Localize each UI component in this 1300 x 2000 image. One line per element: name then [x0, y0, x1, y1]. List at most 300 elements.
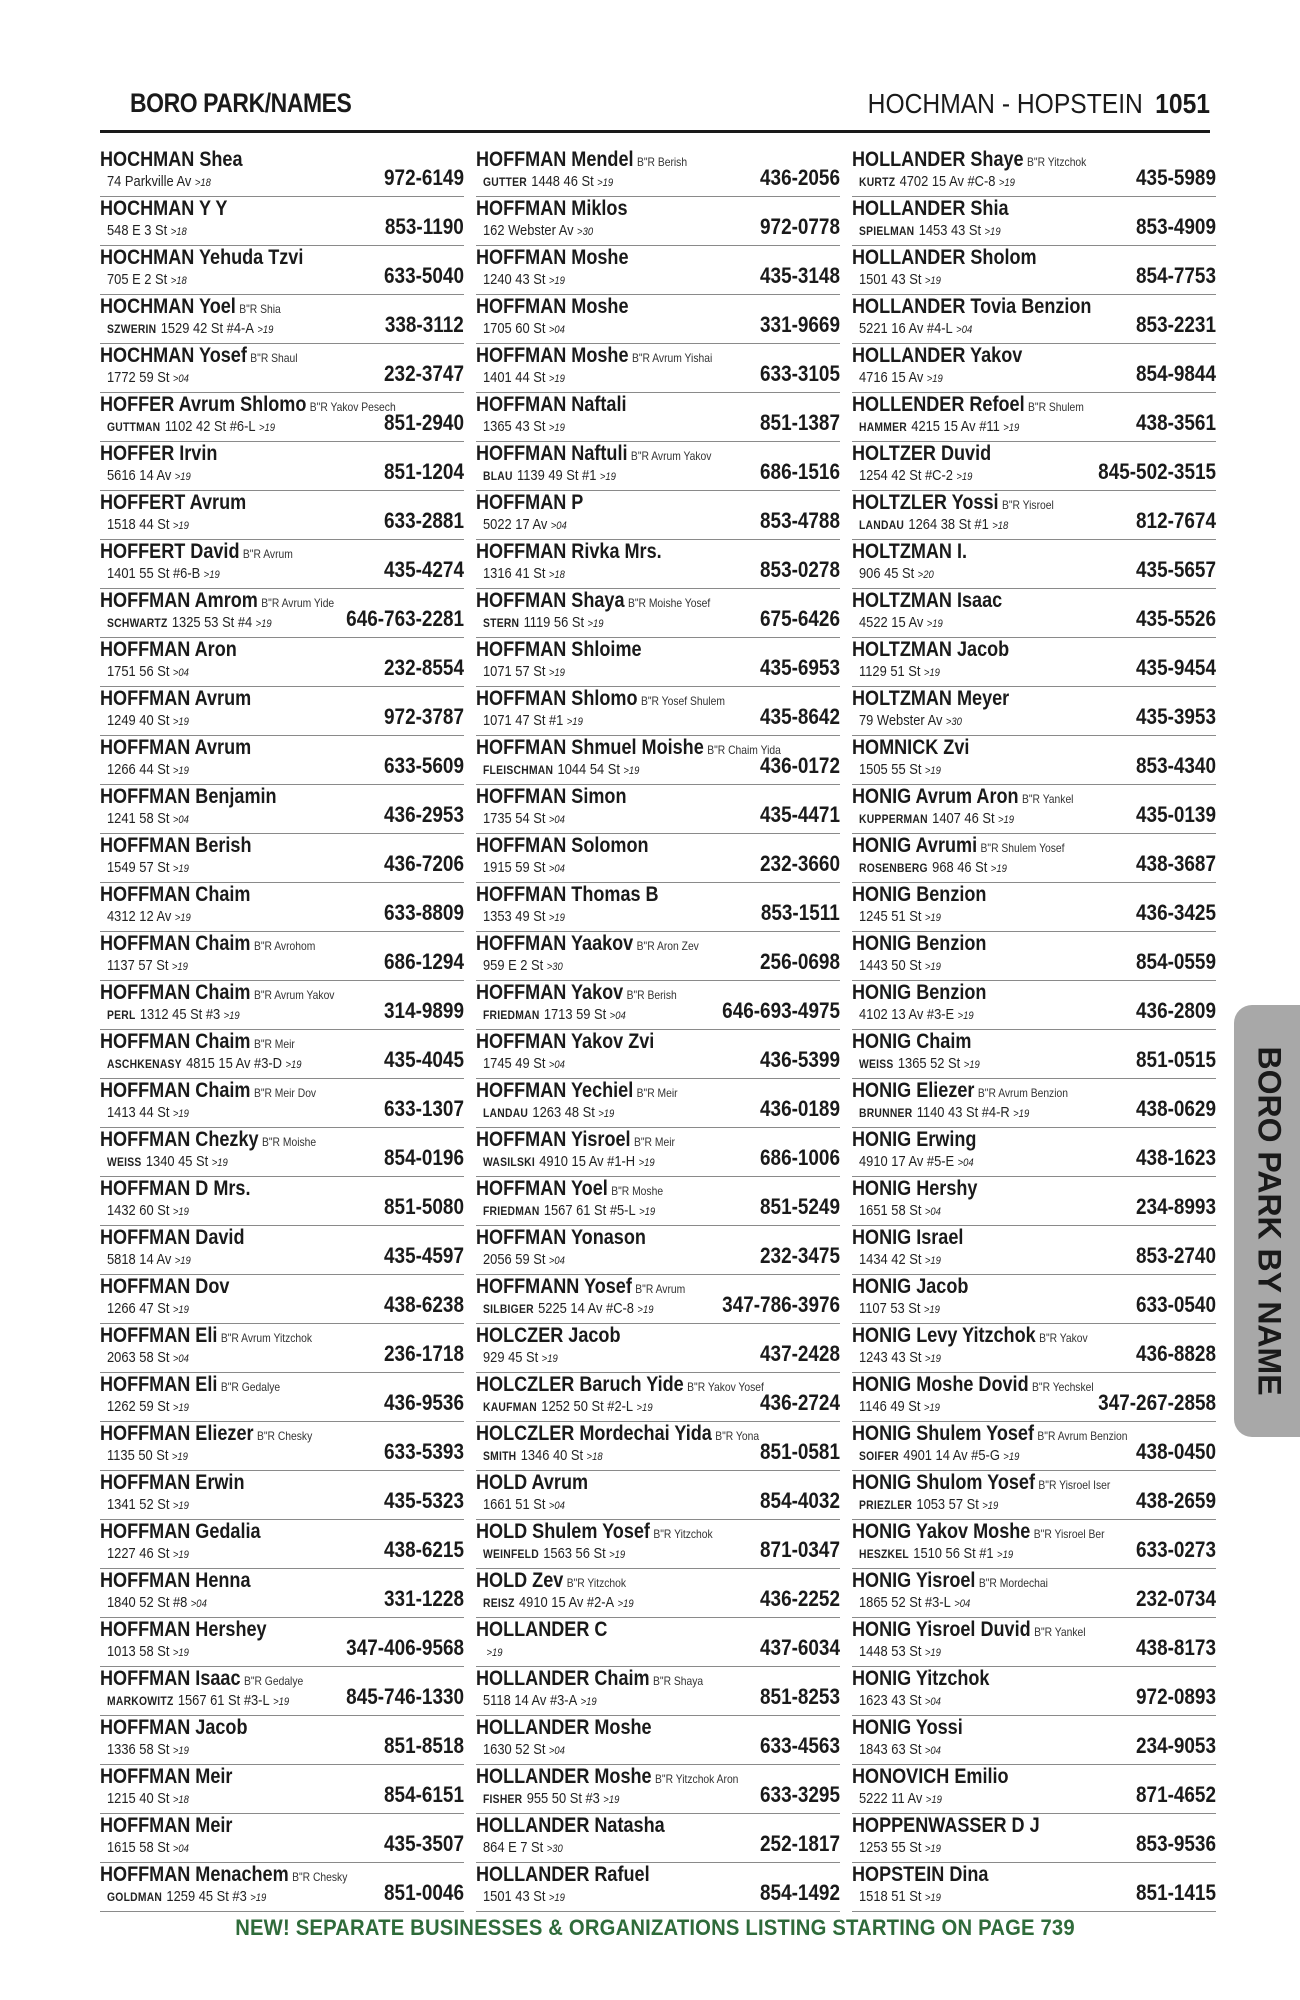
listing-name-line: [852, 981, 986, 1005]
listing-column-2: [476, 148, 840, 1912]
listing-phone: 845-502-3515: [1098, 459, 1216, 484]
listing-name-line: [852, 295, 1091, 319]
listing-entry: [476, 1422, 840, 1471]
listing-zip: >19: [171, 961, 188, 973]
listing-name: HOCHMAN Yehuda Tzvi: [100, 246, 304, 269]
listing-name: HOFFER Irvin: [100, 442, 218, 465]
listing-name-line: [852, 246, 1037, 270]
listing-phone: 314-9899: [384, 998, 464, 1023]
listing-parent-name: B"R Chesky: [292, 1870, 348, 1884]
listing-phone: 435-5526: [1136, 606, 1216, 631]
listing-address-line: [859, 1153, 974, 1170]
listing-name-line: [476, 1520, 713, 1544]
listing-zip: >19: [609, 1549, 626, 1561]
listing-entry: [476, 1520, 840, 1569]
listing-name: HOFFMAN Moshe: [476, 295, 629, 318]
listing-spouse-maiden: HESZKEL: [859, 1547, 909, 1561]
listing-address-line: [859, 1594, 970, 1611]
listing-zip: >19: [997, 814, 1015, 826]
listing-entry: [476, 736, 840, 785]
listing-phone: 853-0278: [760, 557, 840, 582]
listing-address: 1253 55 St: [859, 1839, 922, 1856]
listing-spouse-maiden: BLAU: [483, 469, 513, 483]
listing-entry: [852, 1079, 1216, 1128]
listing-address-line: [483, 320, 565, 337]
listing-address: 1751 56 St: [107, 663, 170, 680]
listing-name-line: [852, 638, 1009, 662]
listing-address: 955 50 St #3: [526, 1790, 600, 1807]
listing-zip: >19: [255, 618, 272, 630]
listing-name: HONIG Erwing: [852, 1128, 977, 1151]
listing-phone: 686-1516: [760, 459, 840, 484]
listing-entry: [476, 1373, 840, 1422]
listing-name-line: [476, 1569, 626, 1593]
listing-entry: [476, 589, 840, 638]
listing-zip: >20: [917, 569, 934, 581]
listing-entry: [476, 1030, 840, 1079]
listing-name-line: [100, 491, 246, 515]
listing-address-line: [859, 1790, 942, 1807]
listing-address-line: [107, 1153, 228, 1170]
listing-zip: >30: [546, 961, 563, 973]
listing-address-line: [483, 1006, 626, 1023]
listing-address: 1448 53 St: [859, 1643, 922, 1660]
listing-name-line: [100, 1128, 316, 1152]
listing-name-line: [476, 1128, 675, 1152]
listing-name-line: [476, 932, 699, 956]
listing-address-line: [859, 1839, 941, 1856]
listing-phone: 853-2231: [1136, 312, 1216, 337]
listing-phone: 853-1511: [761, 900, 840, 925]
listing-phone: 435-5657: [1136, 557, 1216, 582]
listing-name: HOFFMAN Isaac: [100, 1667, 241, 1690]
listing-address-line: [107, 1496, 189, 1513]
listing-zip: >19: [172, 863, 189, 875]
listing-address-line: [483, 908, 565, 925]
listing-entry: [852, 785, 1216, 834]
listing-phone: 436-2953: [384, 802, 464, 827]
listing-entry: [100, 1422, 464, 1471]
listing-phone: 331-9669: [760, 312, 840, 337]
listing-address-line: [483, 1839, 563, 1856]
listing-address: 2063 58 St: [107, 1349, 170, 1366]
listing-zip: >19: [172, 1647, 189, 1659]
listing-entry: [476, 1667, 840, 1716]
listing-entry: [100, 491, 464, 540]
listing-name-line: [852, 1569, 1048, 1593]
listing-address-line: [859, 663, 940, 680]
listing-address-line: [859, 1545, 1013, 1562]
listing-address: 1365 43 St: [483, 418, 546, 435]
listing-phone: 972-0778: [760, 214, 840, 239]
listing-phone: 633-5040: [384, 263, 464, 288]
listing-zip: >19: [603, 1794, 620, 1806]
listing-phone: 854-7753: [1136, 263, 1216, 288]
listing-address-line: [483, 271, 565, 288]
listing-name-line: [100, 246, 303, 270]
listing-phone: 234-9053: [1136, 1733, 1216, 1758]
listing-spouse-maiden: MARKOWITZ: [107, 1694, 174, 1708]
listing-name-line: [100, 1520, 261, 1544]
listing-name-line: [100, 1716, 248, 1740]
listing-zip: >19: [548, 1892, 565, 1904]
listing-name-line: [476, 1373, 764, 1397]
listing-address: 4815 15 Av #3-D: [186, 1055, 283, 1072]
listing-entry: [476, 197, 840, 246]
listing-phone: 854-0196: [384, 1145, 464, 1170]
listing-zip: >19: [926, 618, 943, 630]
listing-spouse-maiden: SCHWARTZ: [107, 616, 168, 630]
listing-name: HOCHMAN Shea: [100, 148, 243, 171]
listing-name-line: [476, 981, 677, 1005]
listing-name: HONIG Yakov Moshe: [852, 1520, 1031, 1543]
listing-entry: [100, 1275, 464, 1324]
listing-address: 1249 40 St: [107, 712, 170, 729]
listing-address-line: [483, 957, 563, 974]
listing-phone: 853-4340: [1136, 753, 1216, 778]
listing-address-line: [483, 1545, 625, 1562]
listing-address: 1630 52 St: [483, 1741, 546, 1758]
listing-name-line: [852, 1226, 963, 1250]
listing-address: 1266 44 St: [107, 761, 170, 778]
listing-name-line: [100, 883, 251, 907]
listing-zip: >18: [194, 177, 211, 189]
listing-entry: [852, 1324, 1216, 1373]
listing-address: 1623 43 St: [859, 1692, 922, 1709]
listing-address-line: [483, 1055, 565, 1072]
listing-zip: >19: [997, 1549, 1014, 1561]
listing-phone: 435-4471: [760, 802, 840, 827]
listing-spouse-maiden: FRIEDMAN: [483, 1008, 540, 1022]
listing-zip: >19: [172, 1500, 189, 1512]
listing-zip: >19: [617, 1598, 634, 1610]
listing-phone: 851-8518: [384, 1733, 464, 1758]
listing-name: HOFFMAN Eliezer: [100, 1422, 254, 1445]
listing-zip: >04: [924, 1745, 941, 1757]
listing-zip: >18: [172, 1794, 189, 1806]
listing-spouse-maiden: SMITH: [483, 1449, 517, 1463]
listing-spouse-maiden: GUTTMAN: [107, 420, 161, 434]
listing-name: HOFFMAN Mendel: [476, 148, 634, 171]
listing-parent-name: B"R Avrum Yakov: [253, 988, 335, 1002]
listing-name: HONIG Chaim: [852, 1030, 972, 1053]
listing-name-line: [476, 883, 659, 907]
listing-entry: [476, 883, 840, 932]
listing-zip: >19: [984, 226, 1001, 238]
listing-address: 906 45 St: [859, 565, 915, 582]
listing-address: 1772 59 St: [107, 369, 170, 386]
listing-name: HOFFMAN Moshe: [476, 246, 629, 269]
listing-zip: >19: [925, 1794, 942, 1806]
listing-name-line: [100, 1814, 232, 1838]
listing-phone: 853-2740: [1136, 1243, 1216, 1268]
listing-name: HOLLANDER Tovia Benzion: [852, 295, 1092, 318]
listing-name-line: [852, 442, 991, 466]
listing-zip: >19: [923, 1304, 940, 1316]
listing-address: 1713 59 St: [543, 1006, 607, 1023]
listing-name-line: [476, 1422, 759, 1446]
listing-address-line: [483, 1741, 565, 1758]
listing-name-line: [852, 393, 1084, 417]
listing-name-line: [100, 932, 315, 956]
listing-entry: [100, 442, 464, 491]
listing-phone: 812-7674: [1136, 508, 1216, 533]
listing-name: HOFFMAN Meir: [100, 1814, 233, 1837]
listing-parent-name: B"R Yitzchok: [653, 1527, 713, 1541]
listing-entry: [852, 883, 1216, 932]
listing-entry: [476, 295, 840, 344]
listing-name-line: [852, 1520, 1105, 1544]
listing-name-line: [100, 1618, 267, 1642]
listing-name: HONIG Benzion: [852, 981, 987, 1004]
listing-address-line: [859, 1888, 941, 1905]
listing-entry: [100, 1177, 464, 1226]
listing-parent-name: B"R Yitzchok: [566, 1576, 627, 1590]
listing-address: 162 Webster Av: [483, 222, 574, 239]
listing-zip: >19: [957, 1010, 974, 1022]
listing-address-line: [859, 418, 1019, 435]
listing-name: HOLLANDER Shaye: [852, 148, 1024, 171]
listing-address-line: [107, 565, 220, 582]
listing-address: 1137 57 St: [107, 957, 169, 974]
listing-name: HOLD Avrum: [476, 1471, 589, 1494]
listing-name: HOLD Shulem Yosef: [476, 1520, 650, 1543]
listing-zip: >04: [172, 1843, 189, 1855]
listing-address-line: [483, 663, 565, 680]
listing-name-line: [476, 638, 642, 662]
listing-phone: 633-3295: [760, 1782, 840, 1807]
listing-phone: 851-0515: [1136, 1047, 1216, 1072]
listing-zip: >19: [580, 1696, 597, 1708]
listing-entry: [100, 246, 464, 295]
listing-zip: >04: [548, 863, 565, 875]
listing-address: 1263 48 St: [532, 1104, 595, 1121]
listing-address: 1346 40 St: [520, 1447, 584, 1464]
listing-name: HOFFMAN Amrom: [100, 589, 258, 612]
listing-zip: >04: [548, 1255, 565, 1267]
listing-entry: [852, 1128, 1216, 1177]
listing-phone: 854-4032: [760, 1488, 840, 1513]
listing-name: HOFFMAN Shaya: [476, 589, 625, 612]
listing-address-line: [107, 1594, 207, 1611]
listing-zip: >19: [924, 961, 941, 973]
listing-zip: >19: [172, 1108, 189, 1120]
listing-name-line: [852, 1128, 976, 1152]
listing-entry: [852, 1814, 1216, 1863]
listing-name: HOLCZLER Mordechai Yida: [476, 1422, 712, 1445]
listing-name-line: [476, 1079, 678, 1103]
listing-name-line: [852, 1814, 1040, 1838]
listing-zip: >19: [273, 1696, 290, 1708]
listing-spouse-maiden: BRUNNER: [859, 1106, 913, 1120]
listing-zip: >19: [172, 1402, 189, 1414]
listing-name: HOFFMAN Shmuel Moishe: [476, 736, 704, 759]
listing-address-line: [483, 565, 565, 582]
listing-phone: 232-0734: [1136, 1586, 1216, 1611]
listing-address-line: [107, 1545, 189, 1562]
listing-address-line: [859, 1692, 941, 1709]
listing-name-line: [476, 148, 687, 172]
listing-entry: [100, 1520, 464, 1569]
listing-spouse-maiden: FISHER: [483, 1792, 523, 1806]
listing-address-line: [859, 810, 1014, 827]
listing-address-line: [859, 1398, 940, 1415]
listing-zip: >19: [541, 1353, 558, 1365]
listing-name-line: [852, 1618, 1086, 1642]
listing-zip: >19: [172, 520, 189, 532]
listing-zip: >19: [587, 618, 604, 630]
listing-address: 1240 43 St: [483, 271, 546, 288]
listing-address-line: [859, 761, 941, 778]
listing-phone: 252-1817: [760, 1831, 840, 1856]
listing-phone: 438-6215: [384, 1537, 464, 1562]
listing-phone: 435-4274: [384, 557, 464, 582]
listing-name-line: [476, 540, 662, 564]
listing-name-line: [100, 295, 281, 319]
listing-zip: >04: [548, 324, 565, 336]
listing-zip: >19: [963, 1059, 980, 1071]
listing-name-line: [852, 1667, 989, 1691]
listing-phone: 436-2252: [760, 1586, 840, 1611]
listing-address-line: [107, 173, 211, 190]
listing-name: HOLLANDER Moshe: [476, 1765, 652, 1788]
listing-spouse-maiden: PRIEZLER: [859, 1498, 913, 1512]
listing-phone: 853-9536: [1136, 1831, 1216, 1856]
listing-name-line: [100, 1863, 347, 1887]
listing-entry: [476, 932, 840, 981]
listing-address: 929 45 St: [483, 1349, 539, 1366]
listing-address-line: [107, 859, 189, 876]
listing-name: HOFFMAN Berish: [100, 834, 252, 857]
listing-name: HOLLANDER Chaim: [476, 1667, 650, 1690]
listing-address: 1129 51 St: [859, 663, 921, 680]
listing-address: 4312 12 Av: [107, 908, 172, 925]
listing-entry: [100, 1471, 464, 1520]
listing-address-line: [859, 516, 1008, 533]
listing-phone: 633-2881: [384, 508, 464, 533]
listing-name: HOFFMAN Eli: [100, 1373, 218, 1396]
listing-name: HONIG Hershy: [852, 1177, 978, 1200]
page-number: 1051: [1155, 88, 1210, 119]
listing-name-line: [852, 1863, 988, 1887]
listing-entry: [100, 883, 464, 932]
listing-address: 1840 52 St #8: [107, 1594, 188, 1611]
listing-zip: >18: [992, 520, 1009, 532]
listing-zip: >19: [172, 716, 189, 728]
listing-name-line: [476, 785, 626, 809]
listing-name: HOFFMAN Shlomo: [476, 687, 638, 710]
listing-entry: [476, 687, 840, 736]
page-header: [100, 88, 1210, 128]
listing-phone: 871-0347: [760, 1537, 840, 1562]
listing-entry: [476, 491, 840, 540]
listing-parent-name: B"R Moishe Yosef: [627, 596, 711, 610]
listing-entry: [476, 1177, 840, 1226]
listing-zip: >04: [924, 1696, 941, 1708]
listing-phone: 438-3687: [1136, 851, 1216, 876]
listing-entry: [852, 1226, 1216, 1275]
listing-spouse-maiden: WEISS: [107, 1155, 142, 1169]
listing-name-line: [476, 1177, 663, 1201]
listing-parent-name: B"R Yisroel Ber: [1033, 1527, 1105, 1541]
listing-name-line: [100, 834, 252, 858]
listing-address-line: [859, 173, 1015, 190]
listing-phone: 633-5393: [384, 1439, 464, 1464]
listing-name: HONIG Benzion: [852, 883, 987, 906]
listing-address: 4522 15 Av: [859, 614, 924, 631]
listing-zip: >19: [548, 667, 565, 679]
listing-name-line: [476, 589, 710, 613]
listing-zip: >19: [1013, 1108, 1030, 1120]
listing-phone: 232-8554: [384, 655, 464, 680]
listing-name: HOLTZLER Yossi: [852, 491, 999, 514]
listing-address: 1266 47 St: [107, 1300, 170, 1317]
listing-parent-name: B"R Avrum Yakov: [630, 449, 712, 463]
listing-name: HONIG Yitzchok: [852, 1667, 990, 1690]
listing-name-line: [100, 687, 251, 711]
listing-name-line: [100, 981, 334, 1005]
listing-zip: >19: [598, 1108, 615, 1120]
listing-name-line: [852, 1471, 1110, 1495]
listing-entry: [100, 148, 464, 197]
listing-phone: 347-786-3976: [722, 1292, 840, 1317]
listing-address-line: [859, 1349, 941, 1366]
listing-phone: 436-8828: [1136, 1341, 1216, 1366]
listing-address: 1549 57 St: [107, 859, 170, 876]
listing-name-line: [852, 785, 1073, 809]
listing-address-line: [483, 1692, 597, 1709]
name-range: HOCHMAN - HOPSTEIN: [867, 88, 1143, 119]
listing-phone: 436-5399: [760, 1047, 840, 1072]
listing-spouse-maiden: KURTZ: [859, 175, 896, 189]
listing-phone: 438-1623: [1136, 1145, 1216, 1170]
listing-name-line: [100, 1079, 316, 1103]
listing-address-line: [483, 1349, 558, 1366]
listing-address: 1252 50 St #2-L: [541, 1398, 634, 1415]
listing-name-line: [100, 344, 298, 368]
listing-entry: [476, 1569, 840, 1618]
listing-name-line: [100, 393, 396, 417]
listing-name: HOFFMAN Chaim: [100, 1030, 251, 1053]
listing-entry: [100, 1716, 464, 1765]
listing-name-line: [100, 1030, 295, 1054]
listing-phone: 435-9454: [1136, 655, 1216, 680]
listing-phone: 232-3747: [384, 361, 464, 386]
listing-spouse-maiden: ASCHKENASY: [107, 1057, 182, 1071]
listing-entry: [100, 981, 464, 1030]
listing-name-line: [852, 932, 986, 956]
listing-name-line: [100, 1765, 232, 1789]
listing-entry: [852, 1863, 1216, 1912]
listing-name: HOPPENWASSER D J: [852, 1814, 1040, 1837]
listing-entry: [476, 1765, 840, 1814]
listing-name-line: [100, 1373, 280, 1397]
listing-name: HOFFMAN Chaim: [100, 1079, 251, 1102]
listing-name-line: [476, 1667, 703, 1691]
listing-entry: [100, 589, 464, 638]
listing-phone: 436-2056: [760, 165, 840, 190]
listing-zip: >30: [546, 1843, 563, 1855]
listing-zip: >19: [174, 912, 191, 924]
listing-name-line: [476, 1814, 665, 1838]
listing-address: 705 E 2 St: [107, 271, 168, 288]
listing-entry: [852, 1716, 1216, 1765]
listing-zip: >19: [171, 1451, 188, 1463]
listing-name-line: [100, 1569, 251, 1593]
listing-entry: [100, 638, 464, 687]
listing-name: HOLTZER Duvid: [852, 442, 992, 465]
listing-parent-name: B"R Avrum: [242, 547, 293, 561]
